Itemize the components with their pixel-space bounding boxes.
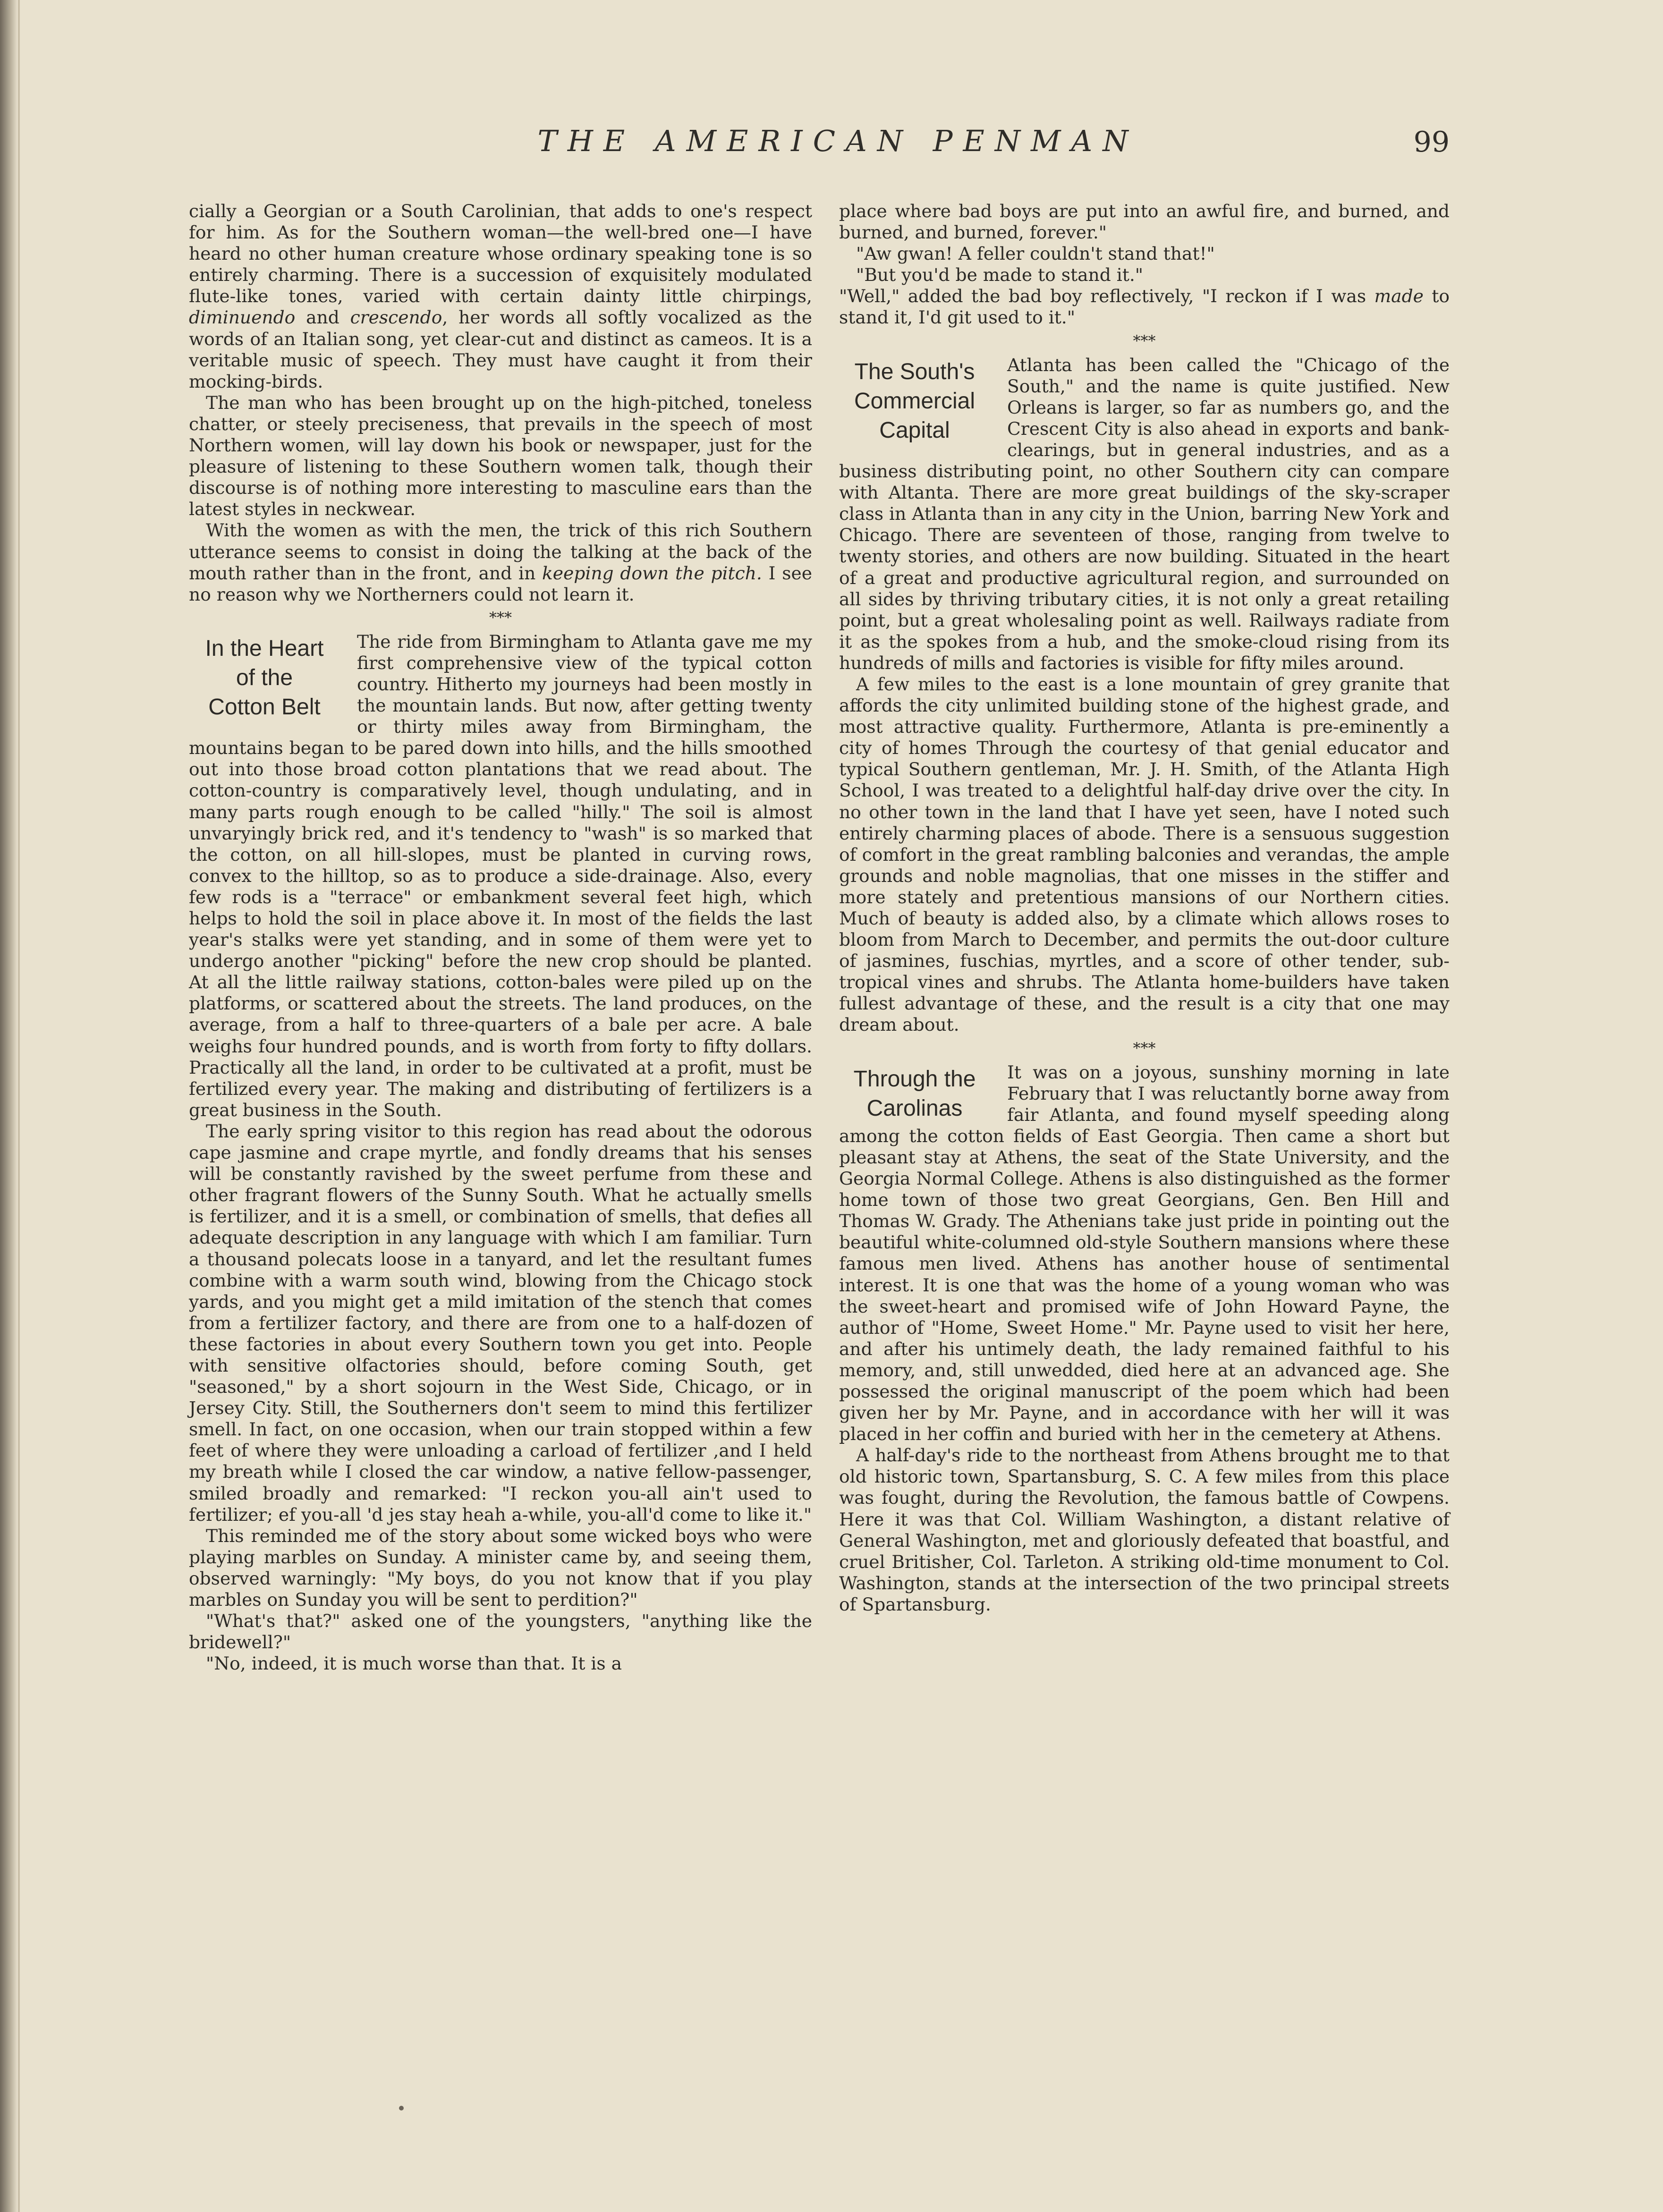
paragraph: "What's that?" asked one of the youngsters, "anything like the bridewell?" xyxy=(189,1610,812,1653)
side-heading-cotton-belt xyxy=(189,634,340,722)
paragraph xyxy=(189,201,812,392)
paragraph: The ride from Birmingham to Atlanta gave me my first comprehensive view of the typical cotton country. Hitherto my journeys had been mostly in the mountain lands. But now, after getting twenty or thirty miles away from Birmingham, the mountains began to be pared down into hills, and the hills smoothed out into those broad cotton plantations that we read about. The cotton-country is comparatively level, though undulating, and in many parts rough enough to be called "hilly." The soil is almost unvaryingly brick red, and it's tendency to "wash" is so marked that the cotton, on all hill-slopes, must be planted in curving rows, convex to the hilltop, so as to produce a side-drainage. Also, every few rods is a "terrace" or embankment several feet high, which helps to hold the soil in place above it. In most of the fields the last year's stalks were yet standing, and in some of them were yet to undergo another "picking" before the new crop should be planted. At all the little railway stations, cotton-bales were piled up on the platforms, or scattered about the streets. The land produces, on the average, from a half to three-quarters of a bale per acre. A bale weighs four hundred pounds, and is worth from forty to fifty dollars. Practically all the land, in order to be cultivated at a profit, must be fertilized every year. The making and distributing of fertilizers is a great business in the South. xyxy=(189,631,812,1120)
side-heading-line: Capital xyxy=(879,417,950,443)
side-heading-line: Through the xyxy=(853,1066,976,1092)
paragraph xyxy=(189,520,812,605)
paragraph xyxy=(839,286,1450,328)
paragraph: The early spring visitor to this region has read about the odorous cape jasmine and crape myrtle, and fondly dreams that his senses will be constantly ravished by the sweet perfume from these and other fragrant flowers of the Sunny South. What he actually smells is fertilizer, and it is a smell, or combination of smells, that defies all adequate description in any language with which I am familiar. Turn a thousand polecats loose in a tanyard, and let the resultant fumes combine with a warm south wind, blowing from the Chicago stock yards, and you might get a mild imitation of the stench that comes from a fertilizer factory, and there are from one to a half-dozen of these factories in about every Southern town you get into. People with sensitive olfactories should, before coming South, get "seasoned," by a short sojourn in the West Side, Chicago, or in Jersey City. Still, the Southerners don't seem to mind this fertilizer smell. In fact, on one occasion, when our train stopped within a few feet of where they were unloading a carload of fertilizer ,and I held my breath while I closed the car window, a native fellow-passenger, smiled broadly and remarked: "I reckon you-all ain't used to fertilizer; ef you-all 'd jes stay heah a-while, you-all'd come to like it." xyxy=(189,1120,812,1525)
emphasis: made xyxy=(1374,286,1424,307)
emphasis: crescendo xyxy=(350,307,442,328)
paragraph-text: I see no reason why we Northerners could not learn it. xyxy=(189,562,812,605)
emphasis: keeping down the pitch. xyxy=(542,562,762,584)
left-column xyxy=(189,201,812,1674)
paragraph: "But you'd be made to stand it." xyxy=(856,264,1144,286)
paragraph: The man who has been brought up on the high-pitched, toneless chatter, or steely preciseness, that prevails in the speech of most Northern women, will lay down his book or newspaper, just for the pleasure of listening to these Southern women talk, though their discourse is of nothing more interesting to masculine ears than the latest styles in neckwear. xyxy=(189,392,812,520)
side-heading-line: In the Heart xyxy=(205,636,324,661)
side-heading-line: Commercial xyxy=(854,388,976,414)
running-head-title: THE AMERICAN PENMAN xyxy=(537,124,1139,158)
emphasis: diminuendo xyxy=(189,307,296,328)
paragraph-text: "Well," added the bad boy reflectively, "I reckon if I was xyxy=(839,286,1375,307)
right-column xyxy=(839,201,1450,1615)
side-heading-line: Cotton Belt xyxy=(208,694,321,720)
side-heading-commercial-capital xyxy=(839,357,990,445)
section-divider: *** xyxy=(1133,1039,1156,1057)
section-divider: *** xyxy=(489,608,512,627)
page-gutter xyxy=(18,0,20,2212)
paragraph: "No, indeed, it is much worse than that. It is a xyxy=(206,1653,622,1674)
paragraph-text: With the women as with the men, the trick of this rich Southern utterance seems to consist in doing the talking at the back of the mouth rather than in the front, and in xyxy=(189,520,812,584)
side-heading-line: The South's xyxy=(854,359,975,384)
print-mark xyxy=(399,2106,404,2110)
side-heading-line: of the xyxy=(236,665,293,690)
page-binding-edge xyxy=(0,0,18,2212)
paragraph-text: to stand it, I'd git used to it." xyxy=(839,286,1450,328)
paragraph-text: and xyxy=(295,307,350,328)
section-divider: *** xyxy=(1133,331,1156,350)
page-number: 99 xyxy=(1413,126,1450,159)
paragraph-text: cially a Georgian or a South Carolinian, that adds to one's respect for him. As for the Southern woman—the well-bred one—I have heard no other human creature whose ordinary speaking tone is so entirely charming. There is a succession of exquisitely modulated flute-like tones, varied with certain dainty little chirpings, xyxy=(189,201,812,307)
paragraph: It was on a joyous, sunshiny morning in late February that I was reluctantly borne away from fair Atlanta, and found myself speeding along among the cotton fields of East Georgia. Then came a short but pleasant stay at Athens, the seat of the State University, and the Georgia Normal College. Athens is also distinguished as the former home town of those two great Georgians, Gen. Ben Hill and Thomas W. Grady. The Athenians take just pride in pointing out the beautiful white-columned old-style Southern mansions where these famous men lived. Athens has another house of sentimental interest. It is one that was the home of a young woman who was the sweet-heart and promised wife of John Howard Payne, the author of "Home, Sweet Home." Mr. Payne used to visit her here, and after his untimely death, the lady remained faithful to his memory, and, still unwedded, died here at an advanced age. She possessed the original manuscript of the poem which had been given her by Mr. Payne, and in accordance with her will it was placed in her coffin and buried with her in the cemetery at Athens. xyxy=(839,1061,1450,1445)
paragraph: This reminded me of the story about some wicked boys who were playing marbles on Sunday. A minister came by, and seeing them, observed warningly: "My boys, do you not know that if you play marbles on Sunday you will be sent to perdition?" xyxy=(189,1525,812,1610)
side-heading-carolinas xyxy=(839,1065,990,1123)
paragraph: Atlanta has been called the "Chicago of the South," and the name is quite justified. New Orleans is larger, so far as numbers go, and the Crescent City is also ahead in exports and bank-clearings, but in general industries, and as a business distributing point, no other Southern city can compare with Altanta. There are more great buildings of the sky-scraper class in Atlanta than in any city in the Union, barring New York and Chicago. There are seventeen of those, ranging from twelve to twenty stories, and others are now building. Situated in the heart of a great and productive agricultural region, and surrounded on all sides by thriving tributary cities, it is not only a great retailing point, but a great wholesaling point as well. Railways radiate from it as the spokes from a hub, and the smoke-cloud rising from its hundreds of mills and factories is visible for fifty miles around. xyxy=(839,354,1450,673)
paragraph: A half-day's ride to the northeast from Athens brought me to that old historic town, Spartansburg, S. C. A few miles from this place was fought, during the Revolution, the famous battle of Cowpens. Here it was that Col. William Washington, a distant relative of General Washington, met and gloriously defeated that boastful, and cruel Britisher, Col. Tarleton. A striking old-time monument to Col. Washington, stands at the intersection of the two principal streets of Spartansburg. xyxy=(839,1445,1450,1615)
paragraph: A few miles to the east is a lone mountain of grey granite that affords the city unlimited building stone of the highest grade, and most attractive quality. Furthermore, Atlanta is pre-eminently a city of homes Through the courtesy of that genial educator and typical Southern gentleman, Mr. J. H. Smith, of the Atlanta High School, I was treated to a delightful half-day drive over the city. In no other town in the land that I have yet seen, have I noted such entirely charming places of abode. There is a sensuous suggestion of comfort in the great rambling balconies and verandas, the ample grounds and noble magnolias, that one misses in the stiffer and more stately and pretentious mansions of our Northern cities. Much of beauty is added also, by a climate which allows roses to bloom from March to December, and permits the out-door culture of jasmines, fuschias, myrtles, and a score of other tender, sub-tropical vines and shrubs. The Atlanta home-builders have taken fullest advantage of these, and the result is a city that one may dream about. xyxy=(839,673,1450,1035)
side-heading-line: Carolinas xyxy=(866,1095,963,1121)
paragraph: "Aw gwan! A feller couldn't stand that!" xyxy=(856,243,1215,264)
paragraph: place where bad boys are put into an awful fire, and burned, and burned, and burned, forever." xyxy=(839,201,1450,243)
paragraph-text: , her words all softly vocalized as the words of an Italian song, yet clear-cut and distinct as cameos. It is a veritable music of speech. They must have caught it from their mocking-birds. xyxy=(189,307,812,392)
